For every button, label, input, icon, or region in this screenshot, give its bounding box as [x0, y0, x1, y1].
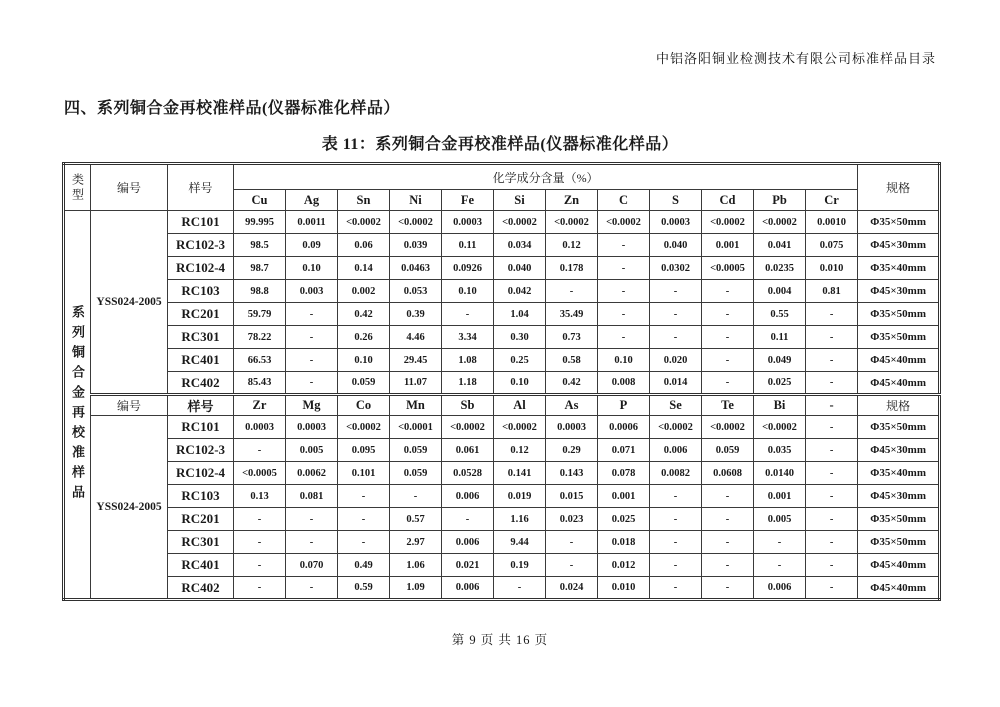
value-cell: -: [650, 577, 702, 600]
value-cell: -: [546, 554, 598, 577]
value-cell: 0.035: [754, 439, 806, 462]
value-cell: 0.019: [494, 485, 546, 508]
value-cell: 0.001: [598, 485, 650, 508]
table-row: [64, 280, 940, 303]
value-cell: 0.010: [598, 577, 650, 600]
value-cell: 98.7: [234, 257, 286, 280]
value-cell: <0.0002: [338, 416, 390, 439]
value-cell: <0.0001: [390, 416, 442, 439]
table-row: [64, 349, 940, 372]
value-cell: 0.0006: [598, 416, 650, 439]
value-cell: 0.10: [442, 280, 494, 303]
value-cell: 0.0003: [650, 211, 702, 234]
sample-id-cell: RC102-3: [168, 234, 234, 257]
value-cell: -: [234, 531, 286, 554]
value-cell: 66.53: [234, 349, 286, 372]
value-cell: -: [286, 303, 338, 326]
mid-header-bianhao: 编号: [91, 395, 168, 416]
value-cell: -: [702, 372, 754, 395]
value-cell: -: [806, 439, 858, 462]
value-cell: <0.0002: [494, 211, 546, 234]
value-cell: 0.025: [754, 372, 806, 395]
value-cell: 0.59: [338, 577, 390, 600]
table-row: [64, 257, 940, 280]
value-cell: 2.97: [390, 531, 442, 554]
table-row: [64, 234, 940, 257]
element-header-p: P: [598, 395, 650, 416]
sample-id-cell: RC101: [168, 416, 234, 439]
sample-id-cell: RC402: [168, 372, 234, 395]
value-cell: -: [598, 326, 650, 349]
value-cell: 0.0140: [754, 462, 806, 485]
value-cell: -: [234, 439, 286, 462]
value-cell: -: [390, 485, 442, 508]
value-cell: 0.0003: [546, 416, 598, 439]
value-cell: -: [442, 508, 494, 531]
value-cell: 98.8: [234, 280, 286, 303]
value-cell: 0.10: [286, 257, 338, 280]
value-cell: 0.059: [390, 439, 442, 462]
value-cell: 0.024: [546, 577, 598, 600]
value-cell: 0.010: [806, 257, 858, 280]
value-cell: <0.0002: [494, 416, 546, 439]
value-cell: 0.143: [546, 462, 598, 485]
value-cell: 0.039: [390, 234, 442, 257]
value-cell: 0.0011: [286, 211, 338, 234]
value-cell: -: [702, 531, 754, 554]
value-cell: 0.0003: [234, 416, 286, 439]
sample-id-cell: RC301: [168, 531, 234, 554]
value-cell: 1.09: [390, 577, 442, 600]
value-cell: 0.11: [442, 234, 494, 257]
table-row: [64, 531, 940, 554]
element-header-c: C: [598, 190, 650, 211]
value-cell: 9.44: [494, 531, 546, 554]
value-cell: 0.0302: [650, 257, 702, 280]
sample-id-cell: RC101: [168, 211, 234, 234]
value-cell: -: [806, 416, 858, 439]
value-cell: 0.059: [338, 372, 390, 395]
value-cell: 0.002: [338, 280, 390, 303]
value-cell: -: [806, 349, 858, 372]
table-row: [64, 303, 940, 326]
value-cell: 0.30: [494, 326, 546, 349]
value-cell: 4.46: [390, 326, 442, 349]
batch-cell: YSS024-2005: [91, 211, 168, 395]
value-cell: -: [702, 349, 754, 372]
chem-composition-header: 化学成分含量（%）: [234, 164, 858, 190]
element-header-s: S: [650, 190, 702, 211]
value-cell: 0.0062: [286, 462, 338, 485]
spec-cell: Φ35×50mm: [858, 211, 940, 234]
element-header-sn: Sn: [338, 190, 390, 211]
value-cell: -: [546, 531, 598, 554]
value-cell: -: [702, 577, 754, 600]
value-cell: <0.0002: [598, 211, 650, 234]
value-cell: -: [806, 462, 858, 485]
value-cell: 0.004: [754, 280, 806, 303]
value-cell: 0.0003: [286, 416, 338, 439]
col-header-bianhao: 编号: [91, 164, 168, 211]
value-cell: 0.141: [494, 462, 546, 485]
value-cell: 0.81: [806, 280, 858, 303]
value-cell: 0.0235: [754, 257, 806, 280]
value-cell: 1.04: [494, 303, 546, 326]
value-cell: <0.0002: [390, 211, 442, 234]
spec-cell: Φ45×30mm: [858, 485, 940, 508]
value-cell: -: [338, 508, 390, 531]
type-vertical-cell-text: 系列铜合金再校准样品: [70, 304, 85, 505]
value-cell: 0.14: [338, 257, 390, 280]
document-header: 中铝洛阳铜业检测技术有限公司标准样品目录: [655, 51, 936, 66]
table-row: [64, 508, 940, 531]
value-cell: 0.006: [442, 485, 494, 508]
value-cell: 11.07: [390, 372, 442, 395]
value-cell: -: [806, 554, 858, 577]
value-cell: 3.34: [442, 326, 494, 349]
spec-cell: Φ35×50mm: [858, 531, 940, 554]
value-cell: 0.49: [338, 554, 390, 577]
value-cell: 29.45: [390, 349, 442, 372]
value-cell: 0.008: [598, 372, 650, 395]
element-header-cd: Cd: [702, 190, 754, 211]
sample-id-cell: RC201: [168, 508, 234, 531]
value-cell: 0.006: [442, 577, 494, 600]
element-header-ag: Ag: [286, 190, 338, 211]
value-cell: 0.0463: [390, 257, 442, 280]
value-cell: 0.0003: [442, 211, 494, 234]
table-row: [64, 326, 940, 349]
element-header-bi: Bi: [754, 395, 806, 416]
element-header-zr: Zr: [234, 395, 286, 416]
value-cell: -: [806, 326, 858, 349]
value-cell: -: [234, 508, 286, 531]
value-cell: -: [806, 577, 858, 600]
value-cell: -: [650, 508, 702, 531]
value-cell: -: [806, 485, 858, 508]
value-cell: 0.42: [338, 303, 390, 326]
value-cell: -: [806, 531, 858, 554]
sample-id-cell: RC201: [168, 303, 234, 326]
value-cell: 0.071: [598, 439, 650, 462]
value-cell: -: [702, 485, 754, 508]
value-cell: 0.020: [650, 349, 702, 372]
sample-id-cell: RC103: [168, 485, 234, 508]
value-cell: 0.018: [598, 531, 650, 554]
value-cell: 0.58: [546, 349, 598, 372]
value-cell: -: [650, 485, 702, 508]
spec-cell: Φ45×30mm: [858, 280, 940, 303]
element-header-ni: Ni: [390, 190, 442, 211]
sample-id-cell: RC102-4: [168, 257, 234, 280]
value-cell: 0.034: [494, 234, 546, 257]
table-title: 表 11：系列铜合金再校准样品(仪器标准化样品）: [321, 136, 679, 153]
value-cell: 0.040: [650, 234, 702, 257]
value-cell: 0.012: [598, 554, 650, 577]
value-cell: -: [650, 554, 702, 577]
value-cell: 0.001: [754, 485, 806, 508]
value-cell: 1.16: [494, 508, 546, 531]
value-cell: 0.73: [546, 326, 598, 349]
value-cell: 0.006: [442, 531, 494, 554]
value-cell: 0.11: [754, 326, 806, 349]
value-cell: 0.25: [494, 349, 546, 372]
value-cell: <0.0002: [754, 416, 806, 439]
value-cell: 0.040: [494, 257, 546, 280]
value-cell: 0.049: [754, 349, 806, 372]
value-cell: 0.070: [286, 554, 338, 577]
value-cell: 0.059: [702, 439, 754, 462]
value-cell: <0.0002: [702, 211, 754, 234]
value-cell: -: [286, 508, 338, 531]
value-cell: -: [234, 577, 286, 600]
value-cell: -: [286, 349, 338, 372]
value-cell: -: [702, 508, 754, 531]
value-cell: 0.053: [390, 280, 442, 303]
value-cell: -: [286, 531, 338, 554]
spec-cell: Φ35×50mm: [858, 508, 940, 531]
value-cell: 1.18: [442, 372, 494, 395]
spec-cell: Φ45×40mm: [858, 577, 940, 600]
col-header-type-text: 类型: [70, 172, 85, 203]
spec-cell: Φ35×50mm: [858, 303, 940, 326]
value-cell: -: [598, 257, 650, 280]
value-cell: -: [442, 303, 494, 326]
value-cell: 0.081: [286, 485, 338, 508]
element-header-co: Co: [338, 395, 390, 416]
value-cell: 0.10: [494, 372, 546, 395]
value-cell: 0.10: [338, 349, 390, 372]
section-heading: 四、系列铜合金再校准样品(仪器标准化样品）: [64, 100, 400, 117]
element-header-mn: Mn: [390, 395, 442, 416]
table-row: [64, 211, 940, 234]
value-cell: 99.995: [234, 211, 286, 234]
table-row: [64, 439, 940, 462]
value-cell: 0.005: [754, 508, 806, 531]
value-cell: 1.08: [442, 349, 494, 372]
value-cell: 0.57: [390, 508, 442, 531]
value-cell: -: [702, 326, 754, 349]
element-header-cu: Cu: [234, 190, 286, 211]
value-cell: 0.023: [546, 508, 598, 531]
element-header-se: Se: [650, 395, 702, 416]
value-cell: 0.075: [806, 234, 858, 257]
value-cell: -: [754, 531, 806, 554]
spec-cell: Φ35×40mm: [858, 257, 940, 280]
mid-header-spec: 规格: [858, 395, 940, 416]
table-row: [64, 372, 940, 395]
spec-cell: Φ35×50mm: [858, 326, 940, 349]
value-cell: 0.0608: [702, 462, 754, 485]
sample-id-cell: RC402: [168, 577, 234, 600]
value-cell: 0.015: [546, 485, 598, 508]
element-header-al: Al: [494, 395, 546, 416]
value-cell: 1.06: [390, 554, 442, 577]
element-header-fe: Fe: [442, 190, 494, 211]
value-cell: 0.0926: [442, 257, 494, 280]
element-header-cr: Cr: [806, 190, 858, 211]
value-cell: -: [598, 303, 650, 326]
value-cell: 0.001: [702, 234, 754, 257]
value-cell: <0.0002: [702, 416, 754, 439]
batch-cell: YSS024-2005: [91, 416, 168, 600]
table-row: [64, 577, 940, 600]
table-row: [64, 485, 940, 508]
element-header-zn: Zn: [546, 190, 598, 211]
value-cell: -: [598, 280, 650, 303]
value-cell: 0.06: [338, 234, 390, 257]
value-cell: 85.43: [234, 372, 286, 395]
value-cell: <0.0002: [754, 211, 806, 234]
value-cell: -: [650, 326, 702, 349]
value-cell: -: [338, 531, 390, 554]
value-cell: 0.26: [338, 326, 390, 349]
value-cell: -: [286, 577, 338, 600]
sample-id-cell: RC401: [168, 554, 234, 577]
value-cell: -: [650, 303, 702, 326]
spec-cell: Φ45×40mm: [858, 372, 940, 395]
value-cell: 0.078: [598, 462, 650, 485]
spec-cell: Φ45×40mm: [858, 554, 940, 577]
spec-cell: Φ45×30mm: [858, 439, 940, 462]
value-cell: 0.09: [286, 234, 338, 257]
value-cell: -: [754, 554, 806, 577]
value-cell: 0.178: [546, 257, 598, 280]
value-cell: 0.006: [754, 577, 806, 600]
sample-id-cell: RC102-4: [168, 462, 234, 485]
header-row-middle: [64, 395, 940, 416]
value-cell: <0.0002: [338, 211, 390, 234]
value-cell: 0.095: [338, 439, 390, 462]
value-cell: 0.061: [442, 439, 494, 462]
value-cell: 0.005: [286, 439, 338, 462]
value-cell: -: [546, 280, 598, 303]
value-cell: 0.12: [494, 439, 546, 462]
value-cell: -: [702, 554, 754, 577]
col-header-yanghao: 样号: [168, 164, 234, 211]
spec-cell: Φ45×40mm: [858, 349, 940, 372]
element-header-blank: -: [806, 395, 858, 416]
value-cell: 78.22: [234, 326, 286, 349]
element-header-pb: Pb: [754, 190, 806, 211]
value-cell: -: [338, 485, 390, 508]
table-row: [64, 462, 940, 485]
value-cell: 0.021: [442, 554, 494, 577]
col-header-type: [64, 164, 91, 211]
value-cell: -: [702, 280, 754, 303]
value-cell: 0.101: [338, 462, 390, 485]
value-cell: 0.059: [390, 462, 442, 485]
value-cell: 0.29: [546, 439, 598, 462]
value-cell: 0.12: [546, 234, 598, 257]
mid-header-yanghao: 样号: [168, 395, 234, 416]
value-cell: 0.0082: [650, 462, 702, 485]
value-cell: -: [286, 372, 338, 395]
value-cell: 0.014: [650, 372, 702, 395]
value-cell: 0.042: [494, 280, 546, 303]
value-cell: <0.0005: [702, 257, 754, 280]
value-cell: -: [650, 531, 702, 554]
value-cell: -: [494, 577, 546, 600]
page-number: 第 9 页 共 16 页: [451, 633, 549, 647]
value-cell: 0.19: [494, 554, 546, 577]
value-cell: 35.49: [546, 303, 598, 326]
spec-cell: Φ45×30mm: [858, 234, 940, 257]
element-header-sb: Sb: [442, 395, 494, 416]
header-row-top: [64, 164, 940, 190]
type-vertical-cell: [64, 211, 91, 600]
col-header-spec: 规格: [858, 164, 940, 211]
value-cell: 0.39: [390, 303, 442, 326]
value-cell: <0.0005: [234, 462, 286, 485]
element-header-si: Si: [494, 190, 546, 211]
spec-cell: Φ35×40mm: [858, 462, 940, 485]
spec-cell: Φ35×50mm: [858, 416, 940, 439]
value-cell: <0.0002: [442, 416, 494, 439]
element-header-mg: Mg: [286, 395, 338, 416]
sample-id-cell: RC401: [168, 349, 234, 372]
sample-id-cell: RC301: [168, 326, 234, 349]
sample-id-cell: RC102-3: [168, 439, 234, 462]
value-cell: -: [806, 372, 858, 395]
value-cell: 0.0528: [442, 462, 494, 485]
value-cell: -: [286, 326, 338, 349]
element-header-te: Te: [702, 395, 754, 416]
value-cell: -: [806, 508, 858, 531]
value-cell: -: [650, 280, 702, 303]
value-cell: <0.0002: [546, 211, 598, 234]
value-cell: 0.42: [546, 372, 598, 395]
value-cell: 0.041: [754, 234, 806, 257]
value-cell: -: [234, 554, 286, 577]
sample-id-cell: RC103: [168, 280, 234, 303]
value-cell: 0.10: [598, 349, 650, 372]
value-cell: <0.0002: [650, 416, 702, 439]
element-header-as: As: [546, 395, 598, 416]
table-row: [64, 554, 940, 577]
sample-table: [62, 162, 941, 601]
table-row: [64, 416, 940, 439]
value-cell: 0.0010: [806, 211, 858, 234]
value-cell: 98.5: [234, 234, 286, 257]
value-cell: -: [598, 234, 650, 257]
value-cell: -: [806, 303, 858, 326]
value-cell: 0.55: [754, 303, 806, 326]
value-cell: 0.13: [234, 485, 286, 508]
value-cell: 0.006: [650, 439, 702, 462]
value-cell: 0.003: [286, 280, 338, 303]
value-cell: -: [702, 303, 754, 326]
value-cell: 59.79: [234, 303, 286, 326]
value-cell: 0.025: [598, 508, 650, 531]
